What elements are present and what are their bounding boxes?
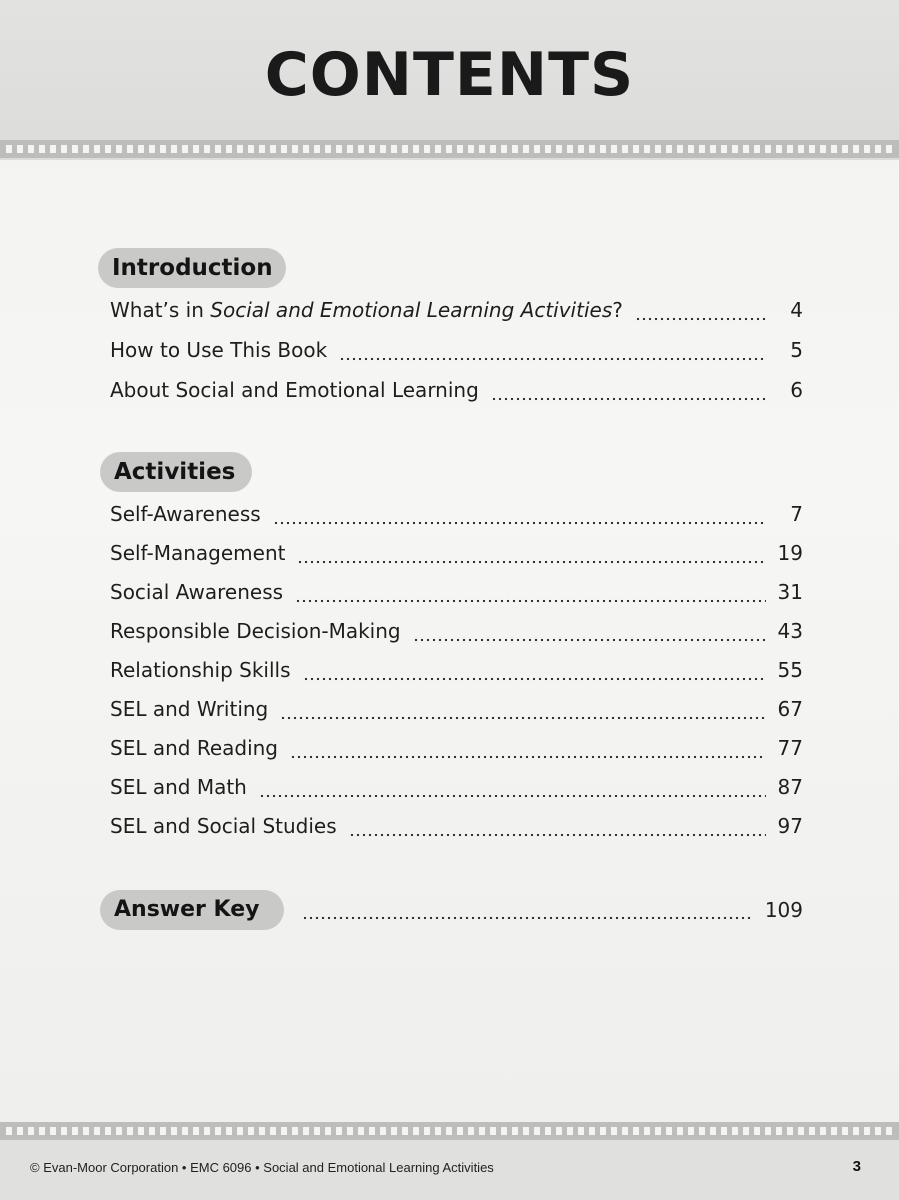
toc-entry-sel-and-reading[interactable] (110, 736, 803, 766)
toc-entry-page: 19 (777, 541, 803, 565)
toc-entry-label: SEL and Math (110, 775, 247, 799)
toc-entry-about-sel[interactable] (110, 378, 803, 408)
dot-leader (339, 357, 767, 361)
toc-entry-label-italic: Social and Emotional Learning Activities (210, 298, 613, 322)
section-heading-activities: Activities (100, 452, 252, 492)
dot-leader (259, 794, 766, 798)
toc-entry-label (110, 298, 623, 322)
toc-entry-page: 109 (764, 898, 803, 922)
toc-entry-page: 43 (777, 619, 803, 643)
dot-leader (273, 521, 767, 525)
dot-leader (295, 599, 766, 603)
section-heading-answer-key: Answer Key (100, 890, 284, 930)
dot-leader (297, 560, 765, 564)
toc-entry-label: Responsible Decision-Making (110, 619, 401, 643)
toc-entry-sel-and-writing[interactable] (110, 697, 803, 727)
toc-entry-responsible-decision-making[interactable] (110, 619, 803, 649)
toc-entry-page: 67 (777, 697, 803, 721)
toc-entry-label: SEL and Writing (110, 697, 269, 721)
page-title: CONTENTS (264, 40, 635, 110)
toc-entry-label: Self-Awareness (110, 502, 261, 526)
toc-entry-label: About Social and Emotional Learning (110, 378, 479, 402)
footer-copyright: © Evan-Moor Corporation • EMC 6096 • Social and Emotional Learning Activities (30, 1160, 494, 1175)
toc-entry-page: 31 (777, 580, 803, 604)
toc-entry-sel-and-social-studies[interactable] (110, 814, 803, 844)
dot-leader (290, 755, 766, 759)
toc-entry-self-management[interactable] (110, 541, 803, 571)
toc-entry-relationship-skills[interactable] (110, 658, 803, 688)
toc-entry-how-to-use[interactable] (110, 338, 803, 368)
toc-entry-page: 4 (790, 298, 803, 322)
dot-leader (349, 833, 766, 837)
toc-entry-self-awareness[interactable] (110, 502, 803, 532)
toc-entry-page: 7 (790, 502, 803, 526)
page-number: 3 (852, 1158, 861, 1175)
dot-leader (302, 916, 753, 920)
dot-leader (491, 397, 767, 401)
footer-stripe (0, 1122, 899, 1140)
toc-entry-page: 87 (777, 775, 803, 799)
toc-entry-page: 6 (790, 378, 803, 402)
toc-entry-label: Social Awareness (110, 580, 284, 604)
toc-entry-social-awareness[interactable] (110, 580, 803, 610)
toc-entry-answer-key[interactable] (100, 890, 803, 930)
toc-entry-label: SEL and Reading (110, 736, 278, 760)
header-stripe-pattern (6, 145, 893, 153)
toc-entry-label: How to Use This Book (110, 338, 328, 362)
toc-entry-label-tail: ? (612, 298, 623, 322)
toc-entry-label: Relationship Skills (110, 658, 291, 682)
toc-entry-page: 5 (790, 338, 803, 362)
dot-leader (413, 638, 766, 642)
toc-entry-page: 97 (777, 814, 803, 838)
toc-entry-whats-in[interactable] (110, 298, 803, 328)
section-heading-introduction: Introduction (98, 248, 286, 288)
toc-entry-page: 55 (777, 658, 803, 682)
header-stripe (0, 140, 899, 158)
dot-leader (280, 716, 765, 720)
toc-entry-page: 77 (777, 736, 803, 760)
dot-leader (635, 317, 767, 321)
toc-entry-sel-and-math[interactable] (110, 775, 803, 805)
toc-entry-label-plain: What’s in (110, 298, 211, 322)
toc-entry-label: SEL and Social Studies (110, 814, 337, 838)
footer-stripe-pattern (6, 1127, 893, 1135)
toc-entry-label: Self-Management (110, 541, 286, 565)
dot-leader (303, 677, 766, 681)
